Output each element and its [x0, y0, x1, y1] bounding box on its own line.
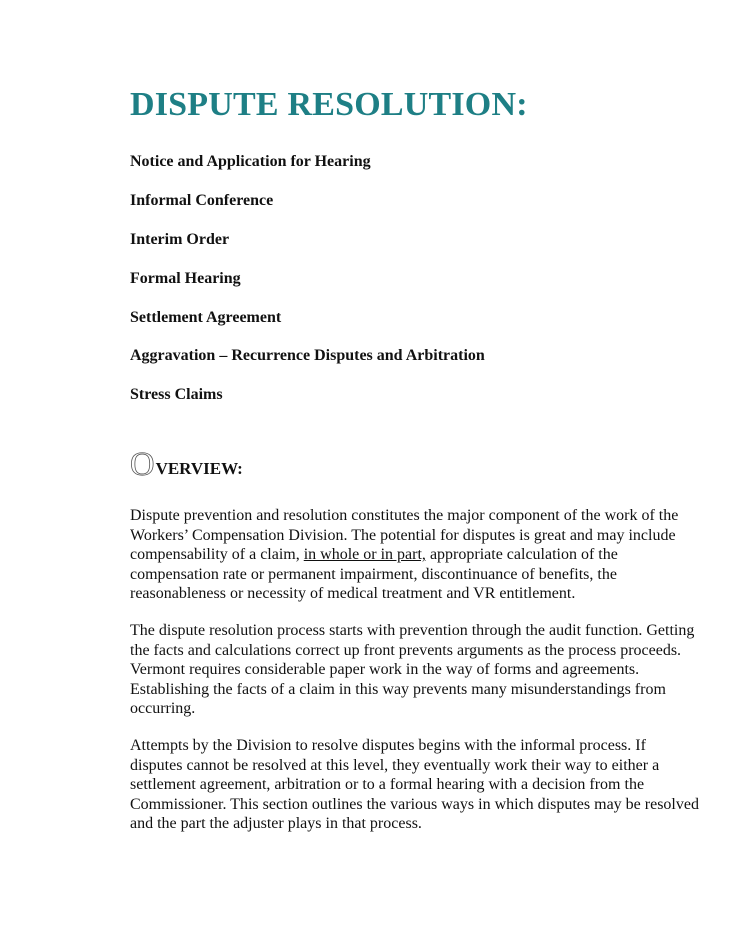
paragraph-overview-3: Attempts by the Division to resolve disputes begins with the informal process. If disputes cannot be resolved at this level, they eventually work their way to either a settlement agreement, arbitration or to a formal hearing with a decision from the Commissioner. This section outlines the various ways in which disputes may be resolved and the part the adjuster plays in that process. [130, 737, 699, 833]
topic-list [130, 152, 485, 424]
topic-item: Notice and Application for Hearing [130, 153, 371, 170]
page-title: DISPUTE RESOLUTION: [130, 86, 528, 123]
paragraph-overview-2: The dispute resolution process starts with prevention through the audit function. Getting the facts and calculations correct up front prevents arguments as the process proceeds. Vermont requires considerable paper work in the way of forms and agreements. Establishing the facts of a claim in this way prevents many misunderstandings from occurring. [130, 622, 695, 718]
paragraph-overview-1 [130, 506, 700, 604]
underlined-phrase: in whole or in part, [303, 546, 426, 564]
paragraph-text: appropriate calculation of the compensation rate or permanent impairment, discontinuance of benefits, the reasonableness or necessity of medical treatment and VR entitlement. [130, 546, 618, 603]
overview-heading [130, 446, 243, 483]
overview-dropcap: O [130, 446, 155, 483]
topic-item: Interim Order [130, 230, 230, 248]
topic-item: Aggravation – Recurrence Disputes and Arbitration [130, 347, 485, 365]
paragraph-text: Dispute prevention and resolution constitutes the major component of the work of the Workers’ Compensation Division. The potential for disputes is great and may include compensability of a claim, [130, 507, 679, 564]
topic-item: Stress Claims [130, 386, 223, 404]
topic-item: Informal Conference [130, 191, 274, 209]
topic-item: Settlement Agreement [130, 308, 282, 326]
topic-item: Formal Hearing [130, 269, 241, 287]
overview-heading-text: VERVIEW: [155, 459, 243, 478]
